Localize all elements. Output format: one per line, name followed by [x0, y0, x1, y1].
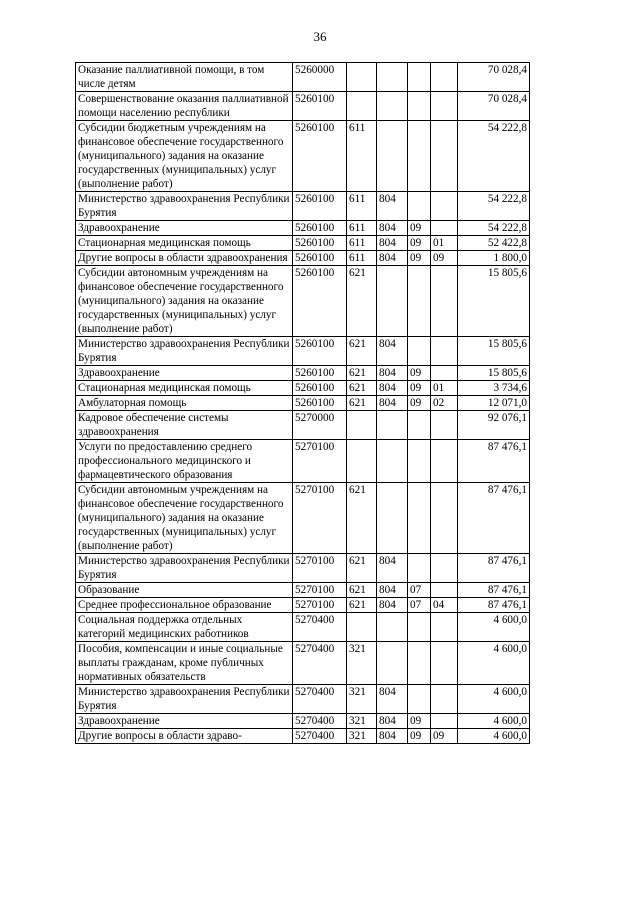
- row-name: Образование: [76, 583, 293, 598]
- table-row: [76, 483, 530, 554]
- row-name: Кадровое обеспечение системы здравоохранения: [76, 411, 293, 440]
- row-target-code: 5260100: [293, 266, 347, 337]
- row-subsection: [431, 714, 458, 729]
- table-row: [76, 381, 530, 396]
- row-name: Здравоохранение: [76, 366, 293, 381]
- row-section: [408, 92, 431, 121]
- row-target-code: 5260100: [293, 337, 347, 366]
- row-section: [408, 63, 431, 92]
- row-subsection: 02: [431, 396, 458, 411]
- table-row: [76, 63, 530, 92]
- row-expense-type: 621: [347, 337, 377, 366]
- row-section: [408, 613, 431, 642]
- row-expense-type: 621: [347, 483, 377, 554]
- row-section: 09: [408, 366, 431, 381]
- row-expense-type: 621: [347, 266, 377, 337]
- row-target-code: 5270100: [293, 554, 347, 583]
- row-amount: 54 222,8: [458, 121, 530, 192]
- row-target-code: 5270400: [293, 642, 347, 685]
- row-name: Министерство здравоохранения Республики Бурятия: [76, 554, 293, 583]
- row-amount: 3 734,6: [458, 381, 530, 396]
- row-section: 09: [408, 396, 431, 411]
- row-target-code: 5260100: [293, 366, 347, 381]
- row-target-code: 5270400: [293, 714, 347, 729]
- row-amount: 12 071,0: [458, 396, 530, 411]
- row-target-code: 5270400: [293, 729, 347, 744]
- row-section: [408, 642, 431, 685]
- row-amount: 4 600,0: [458, 642, 530, 685]
- row-target-code: 5270100: [293, 483, 347, 554]
- row-expense-type: 611: [347, 236, 377, 251]
- row-expense-type: [347, 92, 377, 121]
- row-subsection: [431, 613, 458, 642]
- row-subsection: [431, 440, 458, 483]
- row-expense-type: 611: [347, 221, 377, 236]
- table-row: [76, 221, 530, 236]
- row-department: 804: [377, 381, 408, 396]
- row-department: 804: [377, 598, 408, 613]
- row-department: [377, 92, 408, 121]
- table-row: [76, 554, 530, 583]
- row-department: 804: [377, 729, 408, 744]
- row-amount: 54 222,8: [458, 221, 530, 236]
- row-subsection: [431, 192, 458, 221]
- row-expense-type: 621: [347, 381, 377, 396]
- row-expense-type: [347, 63, 377, 92]
- row-section: [408, 411, 431, 440]
- row-amount: 70 028,4: [458, 92, 530, 121]
- row-target-code: 5260100: [293, 396, 347, 411]
- table-row: [76, 192, 530, 221]
- row-department: [377, 266, 408, 337]
- table-row: [76, 598, 530, 613]
- row-department: [377, 411, 408, 440]
- row-subsection: [431, 685, 458, 714]
- row-expense-type: [347, 440, 377, 483]
- table-row: [76, 266, 530, 337]
- row-amount: 70 028,4: [458, 63, 530, 92]
- row-name: Совершенствование оказания паллиативной помощи населению республики: [76, 92, 293, 121]
- row-amount: 4 600,0: [458, 714, 530, 729]
- row-name: Субсидии бюджетным учреждениям на финансовое обеспечение государственного (муниципального) задания на оказание государственных (муниципальных) услуг (выполнение работ): [76, 121, 293, 192]
- row-department: [377, 483, 408, 554]
- row-target-code: 5260000: [293, 63, 347, 92]
- row-department: 804: [377, 396, 408, 411]
- row-target-code: 5260100: [293, 192, 347, 221]
- row-expense-type: 321: [347, 642, 377, 685]
- row-name: Социальная поддержка отдельных категорий медицинских работников: [76, 613, 293, 642]
- table-row: [76, 121, 530, 192]
- row-amount: 87 476,1: [458, 483, 530, 554]
- row-department: 804: [377, 554, 408, 583]
- row-department: [377, 613, 408, 642]
- row-target-code: 5270400: [293, 613, 347, 642]
- table-row: [76, 251, 530, 266]
- table-row: [76, 92, 530, 121]
- row-name: Пособия, компенсации и иные социальные выплаты гражданам, кроме публичных нормативных обязательств: [76, 642, 293, 685]
- row-name: Амбулаторная помощь: [76, 396, 293, 411]
- row-department: [377, 63, 408, 92]
- row-amount: 54 222,8: [458, 192, 530, 221]
- row-subsection: [431, 642, 458, 685]
- row-section: [408, 554, 431, 583]
- row-subsection: [431, 366, 458, 381]
- row-department: 804: [377, 583, 408, 598]
- table-row: [76, 236, 530, 251]
- table-row: [76, 714, 530, 729]
- row-department: 804: [377, 714, 408, 729]
- budget-table-body: [76, 63, 530, 744]
- row-section: 07: [408, 598, 431, 613]
- row-name: Министерство здравоохранения Республики Бурятия: [76, 337, 293, 366]
- row-subsection: [431, 221, 458, 236]
- row-subsection: [431, 337, 458, 366]
- table-row: [76, 583, 530, 598]
- row-target-code: 5260100: [293, 236, 347, 251]
- row-name: Среднее профессиональное образование: [76, 598, 293, 613]
- row-subsection: [431, 266, 458, 337]
- row-amount: 15 805,6: [458, 366, 530, 381]
- row-amount: 87 476,1: [458, 554, 530, 583]
- row-amount: 92 076,1: [458, 411, 530, 440]
- row-department: [377, 440, 408, 483]
- row-department: 804: [377, 236, 408, 251]
- row-expense-type: 611: [347, 192, 377, 221]
- row-expense-type: 321: [347, 729, 377, 744]
- row-name: Министерство здравоохранения Республики Бурятия: [76, 192, 293, 221]
- row-expense-type: 611: [347, 251, 377, 266]
- row-amount: 87 476,1: [458, 598, 530, 613]
- row-section: [408, 121, 431, 192]
- row-subsection: 01: [431, 381, 458, 396]
- row-section: 09: [408, 236, 431, 251]
- budget-table: [75, 62, 530, 744]
- row-amount: 52 422,8: [458, 236, 530, 251]
- row-section: [408, 483, 431, 554]
- row-expense-type: 621: [347, 366, 377, 381]
- row-section: [408, 266, 431, 337]
- row-section: [408, 192, 431, 221]
- table-row: [76, 411, 530, 440]
- row-expense-type: 611: [347, 121, 377, 192]
- row-section: [408, 337, 431, 366]
- row-expense-type: 321: [347, 714, 377, 729]
- table-row: [76, 642, 530, 685]
- row-name: Субсидии автономным учреждениям на финансовое обеспечение государственного (муниципального) задания на оказание государственных (муниципальных) услуг (выполнение работ): [76, 266, 293, 337]
- row-subsection: [431, 411, 458, 440]
- row-target-code: 5270100: [293, 583, 347, 598]
- row-expense-type: 621: [347, 396, 377, 411]
- table-row: [76, 396, 530, 411]
- row-expense-type: 621: [347, 583, 377, 598]
- row-name: Субсидии автономным учреждениям на финансовое обеспечение государственного (муниципального) задания на оказание государственных (муниципальных) услуг (выполнение работ): [76, 483, 293, 554]
- table-row: [76, 366, 530, 381]
- row-subsection: [431, 483, 458, 554]
- row-subsection: [431, 63, 458, 92]
- row-department: 804: [377, 337, 408, 366]
- row-amount: 1 800,0: [458, 251, 530, 266]
- row-name: Министерство здравоохранения Республики Бурятия: [76, 685, 293, 714]
- row-target-code: 5270000: [293, 411, 347, 440]
- row-expense-type: 621: [347, 554, 377, 583]
- row-department: 804: [377, 192, 408, 221]
- row-subsection: [431, 92, 458, 121]
- row-name: Здравоохранение: [76, 714, 293, 729]
- row-amount: 15 805,6: [458, 266, 530, 337]
- row-department: 804: [377, 685, 408, 714]
- row-subsection: [431, 583, 458, 598]
- row-section: 09: [408, 381, 431, 396]
- row-department: 804: [377, 221, 408, 236]
- row-subsection: [431, 121, 458, 192]
- row-subsection: 09: [431, 251, 458, 266]
- row-name: Другие вопросы в области здравоохранения: [76, 251, 293, 266]
- row-target-code: 5270400: [293, 685, 347, 714]
- row-subsection: [431, 554, 458, 583]
- row-name: Оказание паллиативной помощи, в том числе детям: [76, 63, 293, 92]
- row-target-code: 5260100: [293, 381, 347, 396]
- row-section: 09: [408, 729, 431, 744]
- row-subsection: 09: [431, 729, 458, 744]
- row-subsection: 04: [431, 598, 458, 613]
- table-row: [76, 685, 530, 714]
- row-expense-type: [347, 613, 377, 642]
- row-expense-type: 321: [347, 685, 377, 714]
- table-row: [76, 440, 530, 483]
- row-target-code: 5260100: [293, 221, 347, 236]
- row-amount: 87 476,1: [458, 583, 530, 598]
- row-amount: 87 476,1: [458, 440, 530, 483]
- row-subsection: 01: [431, 236, 458, 251]
- row-name: Здравоохранение: [76, 221, 293, 236]
- row-target-code: 5260100: [293, 251, 347, 266]
- row-target-code: 5270100: [293, 598, 347, 613]
- row-expense-type: 621: [347, 598, 377, 613]
- row-amount: 4 600,0: [458, 613, 530, 642]
- row-amount: 15 805,6: [458, 337, 530, 366]
- row-target-code: 5270100: [293, 440, 347, 483]
- row-section: [408, 440, 431, 483]
- page-number: 36: [313, 29, 327, 44]
- row-section: 07: [408, 583, 431, 598]
- row-section: 09: [408, 714, 431, 729]
- row-expense-type: [347, 411, 377, 440]
- row-section: 09: [408, 251, 431, 266]
- row-department: [377, 121, 408, 192]
- row-name: Стационарная медицинская помощь: [76, 236, 293, 251]
- row-name: Услуги по предоставлению среднего профессионального медицинского и фармацевтического образования: [76, 440, 293, 483]
- row-amount: 4 600,0: [458, 685, 530, 714]
- table-row: [76, 337, 530, 366]
- row-department: [377, 642, 408, 685]
- row-amount: 4 600,0: [458, 729, 530, 744]
- row-name: Стационарная медицинская помощь: [76, 381, 293, 396]
- table-row: [76, 613, 530, 642]
- row-section: [408, 685, 431, 714]
- row-department: 804: [377, 251, 408, 266]
- row-name: Другие вопросы в области здраво-: [76, 729, 293, 744]
- row-target-code: 5260100: [293, 121, 347, 192]
- row-section: 09: [408, 221, 431, 236]
- table-row: [76, 729, 530, 744]
- row-department: 804: [377, 366, 408, 381]
- row-target-code: 5260100: [293, 92, 347, 121]
